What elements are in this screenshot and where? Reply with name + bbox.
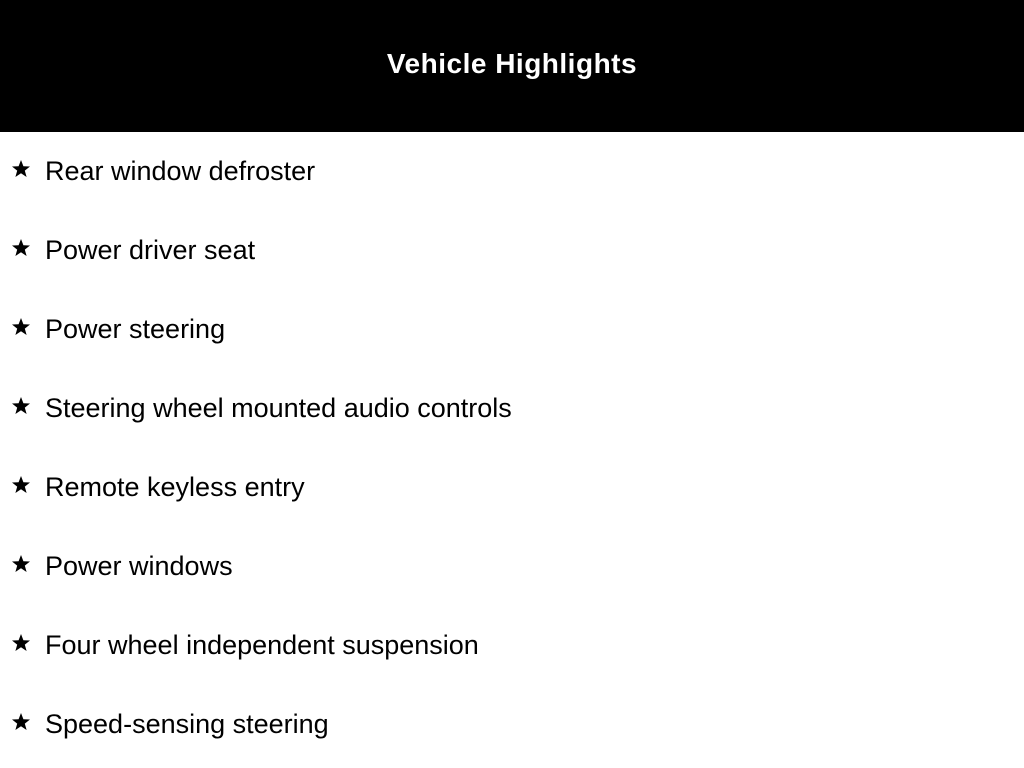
list-item	[0, 448, 1024, 527]
highlight-label: Power driver seat	[45, 235, 256, 265]
star-icon	[11, 475, 31, 495]
header-bar	[0, 0, 1024, 132]
highlight-label: Four wheel independent suspension	[45, 630, 479, 660]
list-item	[0, 211, 1024, 290]
list-item	[0, 685, 1024, 764]
star-icon	[11, 159, 31, 179]
star-icon	[11, 317, 31, 337]
star-icon	[11, 238, 31, 258]
list-item	[0, 290, 1024, 369]
highlight-label: Rear window defroster	[45, 156, 316, 186]
list-item	[0, 527, 1024, 606]
highlight-label: Power steering	[45, 314, 226, 344]
list-item	[0, 606, 1024, 685]
list-item	[0, 132, 1024, 211]
highlights-list	[0, 132, 1024, 764]
highlight-label: Remote keyless entry	[45, 472, 305, 502]
highlight-label: Steering wheel mounted audio controls	[45, 393, 512, 423]
star-icon	[11, 633, 31, 653]
list-item	[0, 369, 1024, 448]
highlight-label: Power windows	[45, 551, 233, 581]
highlight-label: Speed-sensing steering	[45, 709, 329, 739]
star-icon	[11, 554, 31, 574]
star-icon	[11, 712, 31, 732]
star-icon	[11, 396, 31, 416]
page-title: Vehicle Highlights	[386, 48, 638, 79]
